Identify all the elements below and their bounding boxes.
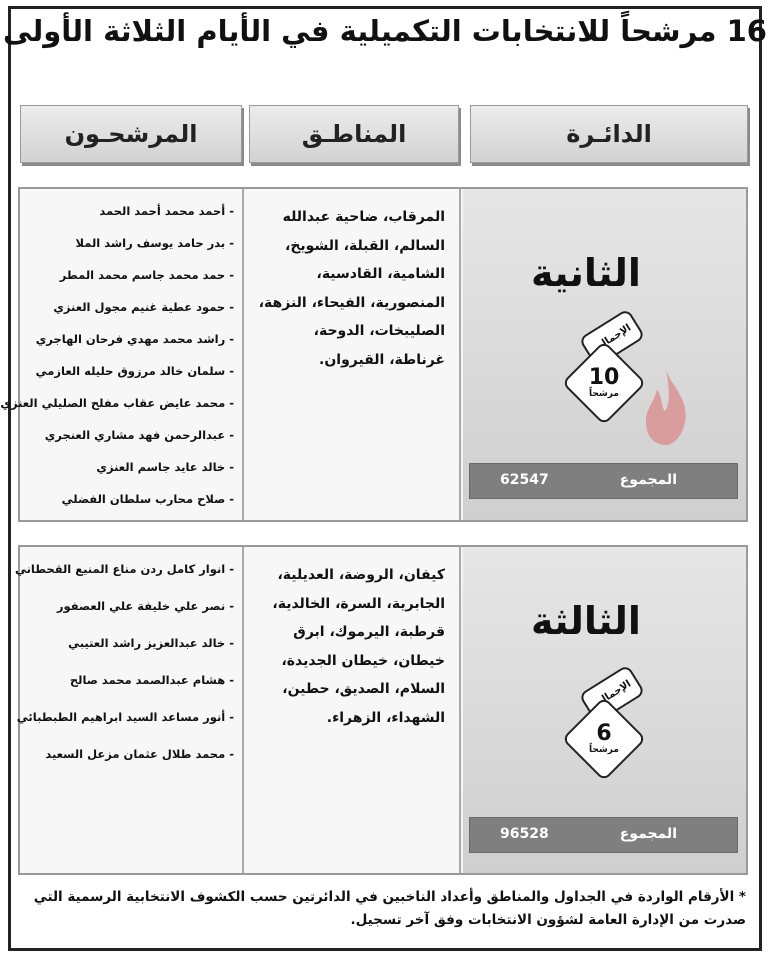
candidate-count: 6: [596, 721, 612, 746]
header-candidates: [20, 105, 242, 163]
voters-total-value: 96528: [500, 826, 549, 842]
candidate-count-label: مرشحاً: [589, 389, 619, 399]
candidate-name: - حمود عطية غنيم مجول العنزي: [53, 300, 234, 314]
total-badge: الإجمالي: [578, 308, 645, 368]
district-panel-second: [0, 187, 748, 522]
candidates-column: [0, 189, 244, 520]
areas-text: كيفان، الروضة، العديلية، الجابرية، السرة، الخالدية، قرطبة، اليرموك، ابرق خيطان، خيطان الجديدة، السلام، الصديق، حطين، الشهداء، الزهراء.: [272, 567, 445, 726]
header-candidates-label: المرشحـون: [64, 120, 198, 148]
areas-column: [246, 547, 461, 873]
candidate-name: - محمد طلال عثمان مزعل السعيد: [45, 747, 234, 761]
candidate-list: [14, 547, 242, 781]
voters-total-bar: [469, 463, 738, 499]
candidate-count: 10: [588, 365, 620, 390]
candidate-name: - محمد عايض عقاب مفلح الصليلي العنزي: [0, 396, 234, 410]
candidate-name: - انوار كامل ردن مناع المنيع القحطاني: [14, 562, 234, 576]
header-areas-label: المناطـق: [301, 120, 407, 148]
candidate-name: - عبدالرحمن فهد مشاري العنجري: [44, 428, 234, 442]
candidate-name: - سلمان خالد مرزوق حليله العازمي: [35, 364, 234, 378]
voters-total-value: 62547: [500, 472, 549, 488]
footnote: * الأرقام الواردة في الجداول والمناطق وأعداد الناخبين في الدائرتين حسب الكشوف الانتخابية الرسمية التي صدرت من الإدارة العامة لشؤون الانتخابات وفق آخر تسجيل.: [33, 889, 746, 928]
voters-total-label: المجموع: [619, 826, 677, 842]
header-district: [470, 105, 748, 163]
candidate-name: - أحمد محمد أحمد الحمد: [99, 204, 234, 218]
district-name: الثانية: [531, 251, 641, 295]
page-title: 16 مرشحاً للانتخابات التكميلية في الأيام الثلاثة الأولى: [3, 14, 767, 48]
count-badge: [562, 697, 647, 782]
candidate-name: - أنور مساعد السيد ابراهيم الطبطبائي: [16, 710, 234, 724]
district-column: [463, 189, 746, 520]
district-column: [463, 547, 746, 873]
voters-total-bar: [469, 817, 738, 853]
candidate-list: [0, 189, 242, 521]
areas-text: المرقاب، ضاحية عبدالله السالم، القبلة، الشويخ، الشامية، القادسية، المنصورية، الفيحاء، النزهة، الصليبخات، الدوحة، غرناطة، القيروان.: [258, 209, 445, 368]
candidate-count-label: مرشحاً: [589, 745, 619, 755]
candidate-name: - نصر علي خليفة علي العصفور: [56, 599, 234, 613]
candidate-name: - حمد محمد جاسم محمد المطر: [59, 268, 234, 282]
district-panel-third: [14, 545, 748, 875]
flame-icon: [641, 367, 691, 447]
voters-total-label: المجموع: [619, 472, 677, 488]
district-name: الثالثة: [531, 599, 641, 643]
candidate-name: - صلاح محارب سلطان الفضلي: [61, 492, 234, 506]
candidate-name: - راشد محمد مهدي فرحان الهاجري: [35, 332, 234, 346]
candidate-name: - خالد عبدالعزيز راشد العتيبي: [68, 636, 234, 650]
candidate-name: - خالد عايد جاسم العنزي: [96, 460, 234, 474]
candidate-name: - هشام عبدالصمد محمد صالح: [69, 673, 234, 687]
total-badge: الإجمالي: [578, 664, 645, 724]
header-district-label: الدائـرة: [566, 120, 652, 148]
candidates-column: [14, 547, 244, 873]
count-badge: [562, 341, 647, 426]
candidate-name: - بدر حامد يوسف راشد الملا: [75, 236, 234, 250]
header-areas: [249, 105, 459, 163]
areas-column: [246, 189, 461, 520]
